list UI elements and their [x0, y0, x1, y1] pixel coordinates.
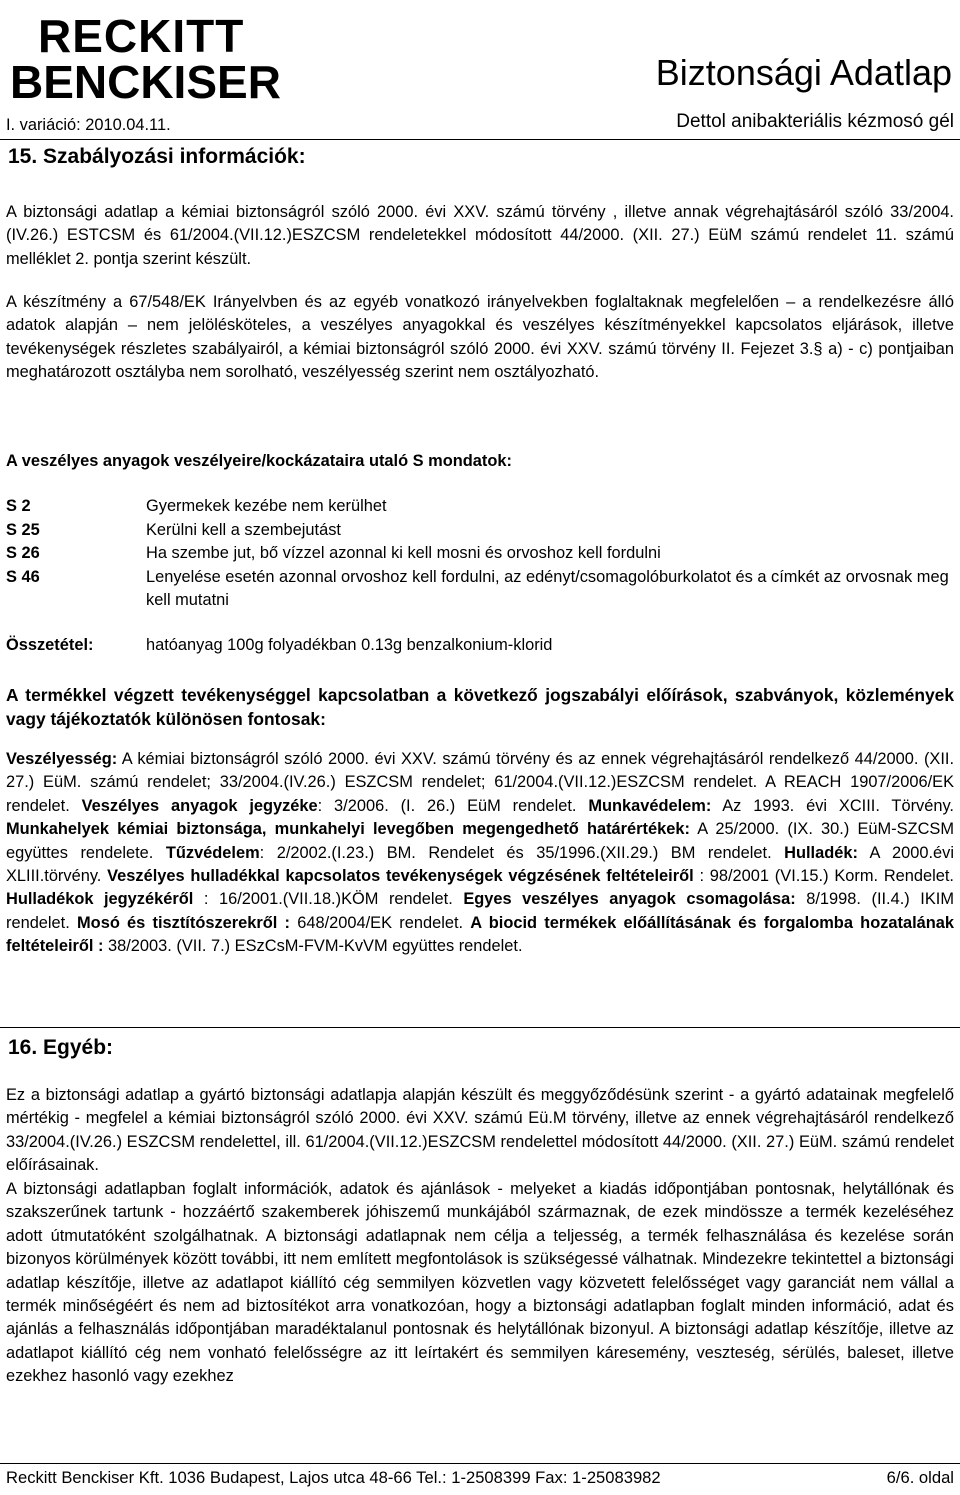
s-phrase-row	[6, 566, 954, 613]
legal-topic: Tűzvédelem	[165, 843, 260, 862]
section-15-classification: A készítmény a 67/548/EK Irányelvben és az egyéb vonatkozó irányelvekben foglaltaknak megfelelően – a rendelkezésre álló adatok alapján – nem jelölésköteles, a veszélyes anyagokkal és veszélyes készítményekkel kapcsolatos eljárások, illetve tevékenységek részletes szabályairól, a kémiai biztonságról szóló 2000. évi XXV. számú törvény II. Fejezet 3.§ a) - c) pontjaiban meghatározott osztályba nem sorolható, veszélyesség szerint nem osztályozható.	[6, 293, 954, 382]
product-name: Dettol anibakteriális kézmosó gél	[676, 111, 954, 132]
s-phrase-code: S 26	[6, 544, 40, 562]
s-phrase-text: Lenyelése esetén azonnal orvoshoz kell fordulni, az edényt/csomagolóburkolatot és a címkét az orvosnak meg kell mutatni	[146, 567, 949, 609]
s-phrase-code: S 25	[6, 520, 40, 539]
section-divider	[0, 1027, 960, 1028]
legal-topic: Munkahelyek kémiai biztonsága, munkahelyi levegőben megengedhető határértékek:	[6, 820, 690, 839]
composition-label: Összetétel:	[6, 636, 94, 654]
section-16-intro: Ez a biztonsági adatlap a gyártó biztonsági adatlapja alapján készült és meggyőződésünk szerint - a gyártó adatainak megfelelő mértékig - megfelel a kémiai biztonságról szóló 2000. évi XXV. számú Eü.M törvény, illetve az ennek végrehajtásáról rendelkező 33/2004.(IV.26.) ESZCSM rendelettel, ill. 61/2004.(VII.12.)ESZCSM rendelettel módosított 44/2000. (XII. 27.) EüM. számú rendelet előírásainak.	[6, 1086, 954, 1175]
legal-reference: A 2000.évi XLIII.törvény.	[6, 843, 955, 886]
s-phrase-row	[6, 495, 954, 519]
s-phrases-heading: A veszélyes anyagok veszélyeire/kockázataira utaló S mondatok:	[6, 452, 512, 470]
section-16-title: 16. Egyéb:	[8, 1036, 114, 1059]
legal-topic: A biocid termékek előállításának és forgalomba hozatalának feltételeiről :	[6, 913, 954, 956]
legal-reference: Az 1993. évi XCIII. Törvény.	[711, 796, 954, 815]
document-title: Biztonsági Adatlap	[655, 52, 952, 93]
legal-topic: Veszélyesség:	[6, 750, 118, 768]
header-divider	[0, 139, 960, 140]
legal-reference: : 98/2001 (VI.15.) Korm. Rendelet.	[693, 867, 954, 886]
legal-reference: A kémiai biztonságról szóló 2000. évi XXV. számú törvény és az ennek végrehajtásáról rendelkező 44/2000. (XII. 27.) EüM. számú rendelet; 33/2004.(IV.26.) ESZCSM rendelet; 61/2004.(VII.12.)ESZCSM rendelet. A REACH 1907/2006/EK rendelet.	[6, 750, 954, 815]
composition-row	[6, 634, 954, 658]
legal-heading: A termékkel végzett tevékenységgel kapcsolatban a következő jogszabályi előírások, szabványok, közlemények vagy tájékoztatók különösen fontosak:	[6, 685, 954, 729]
section-15-title: 15. Szabályozási információk:	[8, 145, 306, 168]
legal-topic: Egyes veszélyes anyagok csomagolása:	[463, 890, 796, 909]
legal-topic: Mosó és tisztítószerekről :	[77, 913, 291, 932]
page-number: 6/6. oldal	[886, 1468, 954, 1487]
s-phrase-text: Kerülni kell a szembejutást	[146, 520, 341, 539]
composition-value: hatóanyag 100g folyadékban 0.13g benzalkonium-klorid	[146, 636, 553, 654]
s-phrases-list	[6, 495, 954, 613]
legal-reference: : 2/2002.(I.23.) BM. Rendelet és 35/1996.(XII.29.) BM rendelet.	[259, 843, 785, 862]
section-15-intro: A biztonsági adatlap a kémiai biztonságról szóló 2000. évi XXV. számú törvény , illetve annak végrehajtásáról szóló 33/2004.(IV.26.) ESTCSM és 61/2004.(VII.12.)ESZCSM rendeletekkel módosított 44/2000. (XII. 27.) EüM számú rendelet 11. számú melléklet 2. pontja szerint készült.	[6, 203, 954, 268]
legal-topic: Munkavédelem:	[588, 796, 712, 815]
legal-reference: : 16/2001.(VII.18.)KÖM rendelet.	[193, 890, 464, 909]
legal-reference: A 25/2000. (IX. 30.) EüM-SZCSM együttes rendelete.	[6, 820, 954, 862]
legal-topic: Hulladék:	[784, 843, 858, 862]
s-phrase-row	[6, 542, 954, 566]
legal-reference: 8/1998. (II.4.) IKIM rendelet.	[6, 890, 954, 932]
legal-topic: Veszélyes anyagok jegyzéke	[81, 796, 318, 815]
logo-line1: RECKITT	[38, 10, 245, 62]
legal-reference: 648/2004/EK rendelet.	[290, 913, 471, 932]
version-label: I. variáció: 2010.04.11.	[6, 116, 171, 134]
section-16-disclaimer: A biztonsági adatlapban foglalt információk, adatok és ajánlások - melyeket a kiadás időpontjában pontosnak, helytállónak és szakszerűnek tartunk - hozzáértő szakemberek jóhiszemű munkájából származnak, de ezek mindössze a termék kezeléséhez adott útmutatóként szolgálhatnak. A biztonsági adatlapnak nem célja a teljesség, a termék felhasználása és kezelése során bizonyos körülmények között további, itt nem említett megfontolások is szükségessé válhatnak. Mindezekre tekintettel a biztonsági adatlap készítője, illetve az adatlapot kiállító cég semmilyen közvetlen vagy közvetett felelősséget vagy garanciát nem vállal a termék minőségéért és nem ad biztosítékot arra vonatkozóan, hogy a biztonsági adatlapban foglalt minden információ, adat és ajánlás a felhasználás időpontjában maradéktalanul pontosnak és helytállónak bizonyul. A biztonsági adatlap készítője, illetve az adatlapot kiállító cég nem vonható felelősségre az itt leírtakért és semmilyen káresemény, veszteség, sérülés, baleset, illetve ezekhez hasonló vagy ezekhez	[6, 1180, 954, 1386]
s-phrase-code: S 2	[6, 497, 31, 515]
s-phrase-text: Ha szembe jut, bő vízzel azonnal ki kell mosni és orvoshoz kell fordulni	[146, 544, 661, 562]
s-phrase-row	[6, 519, 954, 543]
logo-line2: BENCKISER	[10, 56, 281, 108]
legal-references	[6, 748, 954, 959]
footer-divider	[0, 1463, 960, 1464]
legal-reference: 38/2003. (VII. 7.) ESzCsM-FVM-KvVM együttes rendelet.	[103, 937, 523, 956]
legal-topic: Hulladékok jegyzékéről	[6, 890, 194, 909]
reckitt-benckiser-logo	[8, 8, 298, 108]
legal-reference: : 3/2006. (I. 26.) EüM rendelet.	[317, 796, 589, 815]
s-phrase-code: S 46	[6, 567, 40, 586]
footer-company-info: Reckitt Benckiser Kft. 1036 Budapest, Lajos utca 48-66 Tel.: 1-2508399 Fax: 1-25083982	[6, 1468, 661, 1487]
legal-topic: Veszélyes hulladékkal kapcsolatos tevékenységek végzésének feltételeiről	[107, 867, 694, 886]
s-phrase-text: Gyermekek kezébe nem kerülhet	[146, 497, 387, 515]
